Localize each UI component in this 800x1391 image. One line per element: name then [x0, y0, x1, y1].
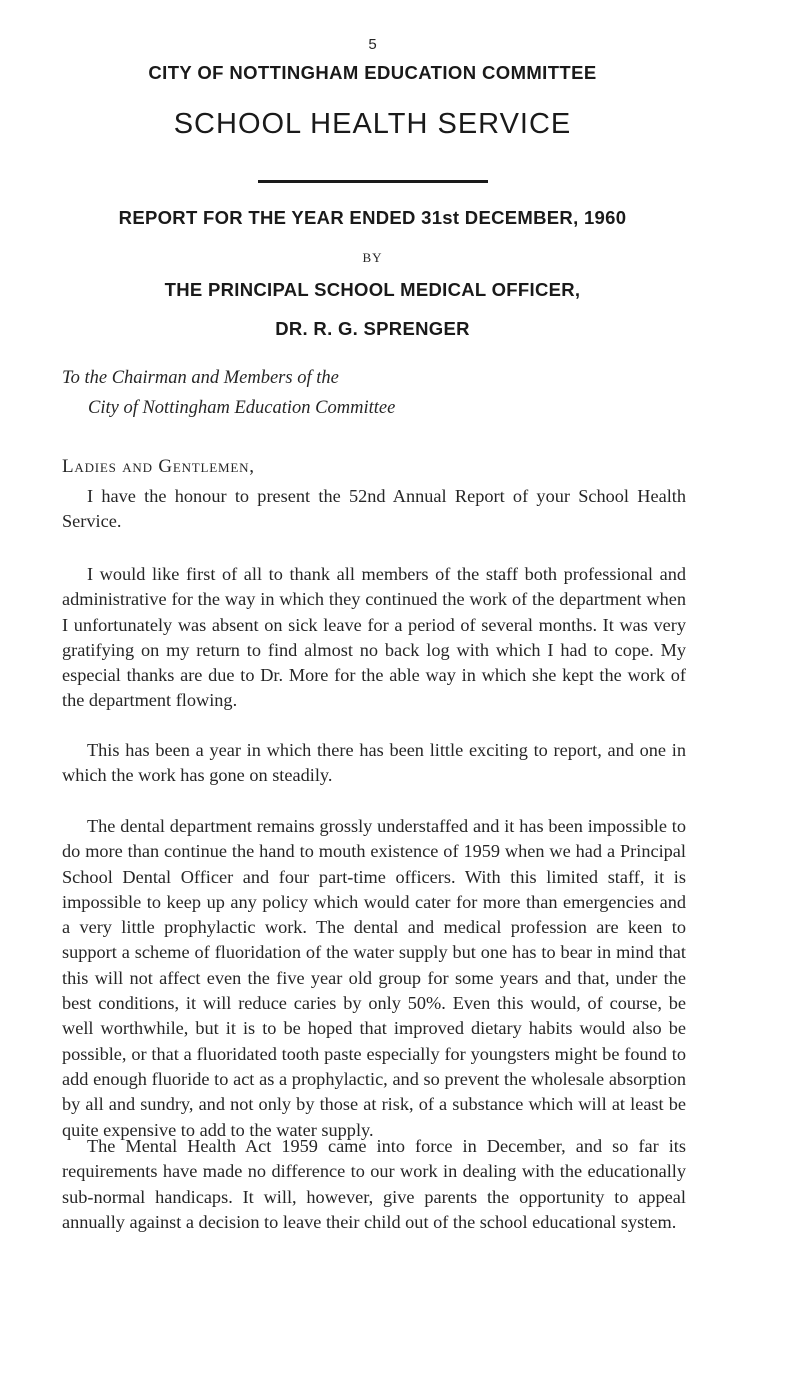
- by-line: BY: [362, 250, 383, 265]
- service-title: SCHOOL HEALTH SERVICE: [173, 108, 572, 140]
- salutation: Ladies and Gentlemen,: [62, 456, 255, 477]
- paragraph-4: The dental department remains grossly understaffed and it has been impossible to do more than continue the hand to mouth existence of 1959 when we had a Principal School Dental Officer and four part-time officers. With this limited staff, it is impossible to keep up any policy which would cater for more than emergencies and a very little prophylactic work. The dental and medical profession are keen to support a scheme of fluoridation of the water supply but one has to bear in mind that this will not affect even the five year old group for some years and that, under the best conditions, it will reduce caries by only 50%. Even this would, of course, be well worthwhile, but it is to be hoped that improved dietary habits would also be possible, or that a fluoridated tooth paste especially for youngsters might be found to add enough fluoride to act as a prophylactic, and so prevent the wholesale absorption by all and sundry, and not only by those at risk, of a substance which will at least be quite expensive to add to the water supply.: [62, 816, 686, 1140]
- paragraph-1: I have the honour to present the 52nd Annual Report of your School Health Service.: [62, 486, 686, 532]
- paragraph-3: This has been a year in which there has been little exciting to report, and one in which the work has gone on steadily.: [62, 740, 686, 786]
- paragraph-2: I would like first of all to thank all members of the staff both professional and administrative for the way in which they continued the work of the department when I unfortunately was absent on sick leave for a period of several months. It was very gratifying on my return to find almost no back log with which I had to cope. My especial thanks are due to Dr. More for the able way in which she kept the work of the department flowing.: [62, 564, 686, 711]
- page-number: 5: [368, 36, 377, 53]
- paragraph-5: The Mental Health Act 1959 came into force in December, and so far its requirements have made no difference to our work in dealing with the educationally sub-normal handicaps. It will, however, give parents the opportunity to appeal annually against a decision to leave their child out of the school educational system.: [62, 1136, 686, 1232]
- officer-name: DR. R. G. SPRENGER: [275, 318, 470, 339]
- committee-heading: CITY OF NOTTINGHAM EDUCATION COMMITTEE: [148, 62, 597, 83]
- divider-rule: [258, 180, 488, 183]
- address-line-1: To the Chairman and Members of the: [62, 368, 339, 388]
- report-title: REPORT FOR THE YEAR ENDED 31st DECEMBER, 1960: [118, 207, 627, 228]
- officer-title: THE PRINCIPAL SCHOOL MEDICAL OFFICER,: [164, 279, 581, 300]
- address-line-2: City of Nottingham Education Committee: [88, 398, 396, 418]
